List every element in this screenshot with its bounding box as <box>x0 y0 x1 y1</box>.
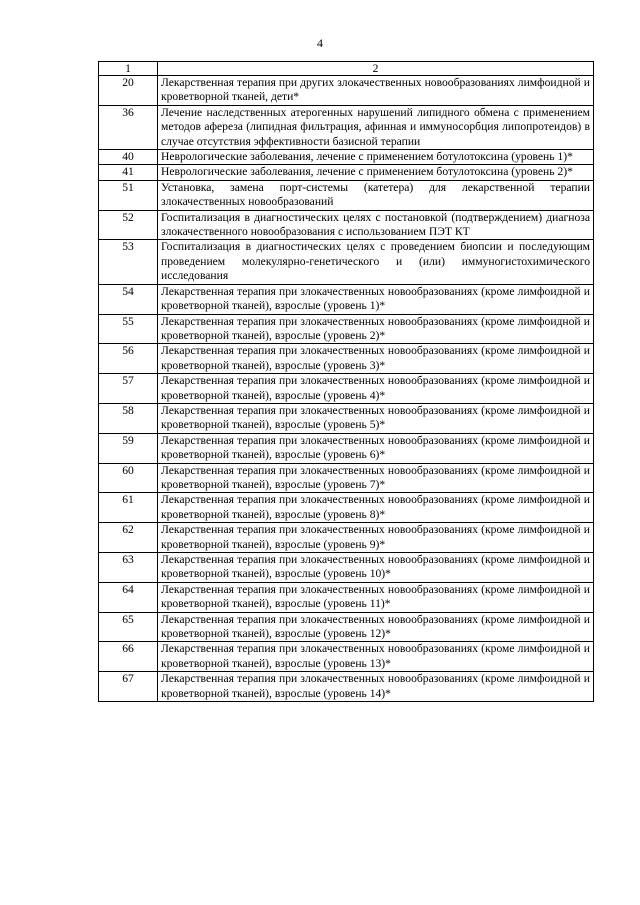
row-code: 59 <box>99 433 158 463</box>
row-code: 53 <box>99 240 158 284</box>
row-code: 66 <box>99 642 158 672</box>
table-row <box>99 374 594 404</box>
table-row <box>99 642 594 672</box>
row-code: 36 <box>99 105 158 149</box>
table-row <box>99 210 594 240</box>
table-row <box>99 180 594 210</box>
table-row <box>99 582 594 612</box>
row-description: Лекарственная терапия при злокачественных новообразованиях (кроме лимфоидной и кроветворной тканей), взрослые (уровень 7)* <box>158 463 594 493</box>
row-description: Лекарственная терапия при злокачественных новообразованиях (кроме лимфоидной и кроветворной тканей), взрослые (уровень 11)* <box>158 582 594 612</box>
document-table <box>98 61 594 702</box>
table-row <box>99 493 594 523</box>
table-row <box>99 165 594 180</box>
table-row <box>99 672 594 702</box>
row-code: 64 <box>99 582 158 612</box>
page-number: 4 <box>317 36 323 50</box>
row-description: Лекарственная терапия при злокачественных новообразованиях (кроме лимфоидной и кроветворной тканей), взрослые (уровень 8)* <box>158 493 594 523</box>
table-header-row <box>99 62 594 76</box>
row-description: Госпитализация в диагностических целях с проведением биопсии и последующим проведением молекулярно-генетического и (или) иммуногистохимического исследования <box>158 240 594 284</box>
row-code: 62 <box>99 523 158 553</box>
row-description: Установка, замена порт-системы (катетера) для лекарственной терапии злокачественных новообразований <box>158 180 594 210</box>
row-description: Лекарственная терапия при злокачественных новообразованиях (кроме лимфоидной и кроветворной тканей), взрослые (уровень 9)* <box>158 523 594 553</box>
row-code: 56 <box>99 344 158 374</box>
row-description: Лекарственная терапия при злокачественных новообразованиях (кроме лимфоидной и кроветворной тканей), взрослые (уровень 1)* <box>158 284 594 314</box>
row-description: Лекарственная терапия при злокачественных новообразованиях (кроме лимфоидной и кроветворной тканей), взрослые (уровень 14)* <box>158 672 594 702</box>
row-description: Лекарственная терапия при других злокачественных новообразованиях лимфоидной и кроветворной тканей, дети* <box>158 76 594 106</box>
row-description: Госпитализация в диагностических целях с постановкой (подтверждением) диагноза злокачественного новообразования с использованием ПЭТ КТ <box>158 210 594 240</box>
table-row <box>99 344 594 374</box>
table-row <box>99 612 594 642</box>
row-code: 54 <box>99 284 158 314</box>
column-header-number: 1 <box>99 62 158 76</box>
row-code: 57 <box>99 374 158 404</box>
row-code: 40 <box>99 150 158 165</box>
row-code: 67 <box>99 672 158 702</box>
row-description: Неврологические заболевания, лечение с применением ботулотоксина (уровень 1)* <box>158 150 594 165</box>
row-code: 61 <box>99 493 158 523</box>
row-description: Лекарственная терапия при злокачественных новообразованиях (кроме лимфоидной и кроветворной тканей), взрослые (уровень 6)* <box>158 433 594 463</box>
row-description: Лекарственная терапия при злокачественных новообразованиях (кроме лимфоидной и кроветворной тканей), взрослые (уровень 5)* <box>158 403 594 433</box>
row-code: 51 <box>99 180 158 210</box>
table-row <box>99 463 594 493</box>
table-row <box>99 76 594 106</box>
row-code: 63 <box>99 553 158 583</box>
row-code: 58 <box>99 403 158 433</box>
row-description: Лечение наследственных атерогенных нарушений липидного обмена с применением методов афереза (липидная фильтрация, афинная и иммуносорбция липопротеидов) в случае отсутствия эффективности базисной терапии <box>158 105 594 149</box>
row-code: 65 <box>99 612 158 642</box>
column-header-description: 2 <box>158 62 594 76</box>
table-row <box>99 284 594 314</box>
table-row <box>99 150 594 165</box>
row-description: Неврологические заболевания, лечение с применением ботулотоксина (уровень 2)* <box>158 165 594 180</box>
table-row <box>99 523 594 553</box>
row-code: 55 <box>99 314 158 344</box>
row-code: 20 <box>99 76 158 106</box>
row-description: Лекарственная терапия при злокачественных новообразованиях (кроме лимфоидной и кроветворной тканей), взрослые (уровень 2)* <box>158 314 594 344</box>
table-row <box>99 553 594 583</box>
table-row <box>99 433 594 463</box>
row-description: Лекарственная терапия при злокачественных новообразованиях (кроме лимфоидной и кроветворной тканей), взрослые (уровень 13)* <box>158 642 594 672</box>
row-code: 41 <box>99 165 158 180</box>
table-row <box>99 240 594 284</box>
table-row <box>99 105 594 149</box>
row-code: 52 <box>99 210 158 240</box>
table-row <box>99 314 594 344</box>
table-row <box>99 403 594 433</box>
row-description: Лекарственная терапия при злокачественных новообразованиях (кроме лимфоидной и кроветворной тканей), взрослые (уровень 3)* <box>158 344 594 374</box>
table-body <box>99 62 594 702</box>
row-description: Лекарственная терапия при злокачественных новообразованиях (кроме лимфоидной и кроветворной тканей), взрослые (уровень 4)* <box>158 374 594 404</box>
row-code: 60 <box>99 463 158 493</box>
row-description: Лекарственная терапия при злокачественных новообразованиях (кроме лимфоидной и кроветворной тканей), взрослые (уровень 10)* <box>158 553 594 583</box>
row-description: Лекарственная терапия при злокачественных новообразованиях (кроме лимфоидной и кроветворной тканей), взрослые (уровень 12)* <box>158 612 594 642</box>
